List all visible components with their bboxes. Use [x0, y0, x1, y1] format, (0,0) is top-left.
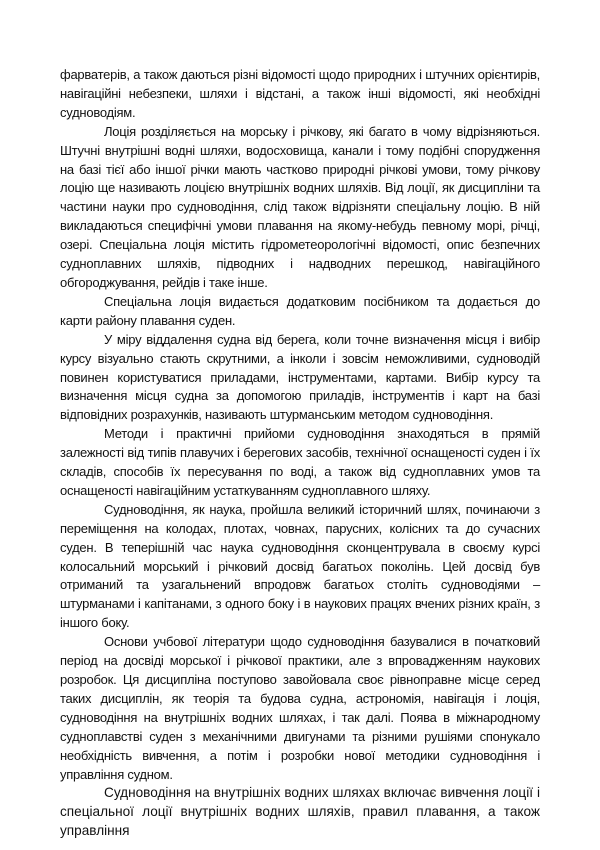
paragraph-pilotage-types: Лоція розділяється на морську і річкову, які багато в чому відрізняються. Штучні внутрішні водні шляхи, водосховища, канали і тому подібні спорудження на базі тієї або іншої річки мають частково природні річкові умови, тому річкову лоцію ще називають лоцією внутрішніх водних шляхів. Від лоції, як дисципліни та частини науки про судноводіння, слід також відрізняти спеціальну лоцію. В ній викладаються специфічні умови плавання на якому-небудь певному морі, річці, озері. Спеціальна лоція містить гідрометеорологічні відомості, опис безпечних судноплавних шляхів, підводних і надводних перешкод, навігаційного обгороджування, рейдів і таке інше.	[60, 123, 540, 290]
paragraph-inland-waterways: Судноводіння на внутрішніх водних шляхах включає вивчення лоції і спеціальної лоції внутрішніх водних шляхів, правил плавання, а також управління	[60, 785, 540, 839]
paragraph-continuation: фарватерів, а також даються різні відомості щодо природних і штучних орієнтирів, навігаційні небезпеки, шляхи і відстані, а також інші відомості, які необхідні судноводіям.	[60, 67, 540, 120]
paragraph-special-pilotage: Спеціальна лоція видається додатковим посібником та додається до карти району плавання суден.	[60, 293, 540, 328]
paragraph-navigation-method: У міру віддалення судна від берега, коли точне визначення місця і вибір курсу візуально стають скрутними, а інколи і зовсім неможливими, судноводій повинен користуватися приладами, інструментами, картами. Вибір курсу та визначення місця судна за допомогою приладів, інструментів і карт на базі відповідних розрахунків, називають штурманським методом судноводіння.	[60, 331, 540, 423]
paragraph-methods: Методи і практичні прийоми судноводіння знаходяться в прямій залежності від типів плавучих і берегових засобів, технічної оснащеності суден і їх складів, способів їх пересування по воді, а також від судноплавних умов та оснащеності навігаційним устаткуванням судноплавного шляху.	[60, 426, 540, 498]
paragraph-history: Судноводіння, як наука, пройшла великий історичний шлях, починаючи з переміщення на колодах, плотах, човнах, парусних, колісних та до сучасних суден. В теперішній час наука судноводіння сконцентрувала в своєму курсі колосальний морський і річковий досвід багатьох поколінь. Цей досвід був отриманий та узагальнений впродовж багатьох століть судноводіями – штурманами і капітанами, з одного боку і в наукових працях вчених різних країн, з іншого боку.	[60, 501, 540, 631]
document-page	[60, 66, 540, 839]
paragraph-literature: Основи учбової літератури щодо судноводіння базувалися в початковий період на досвіді морської і річкової практики, але з впровадженням наукових розробок. Ця дисципліна поступово завойовала своє рівноправне місце серед таких дисциплін, як теорія та будова судна, астрономія, навігація і лоція, судноводіння на внутрішніх водних шляхах, і так далі. Поява в міжнародному судноплавстві суден з механічними двигунами та різними рушіями спонукало необхідність вивчення, а потім і розробки нової методики судноводіння і управління судном.	[60, 634, 540, 782]
